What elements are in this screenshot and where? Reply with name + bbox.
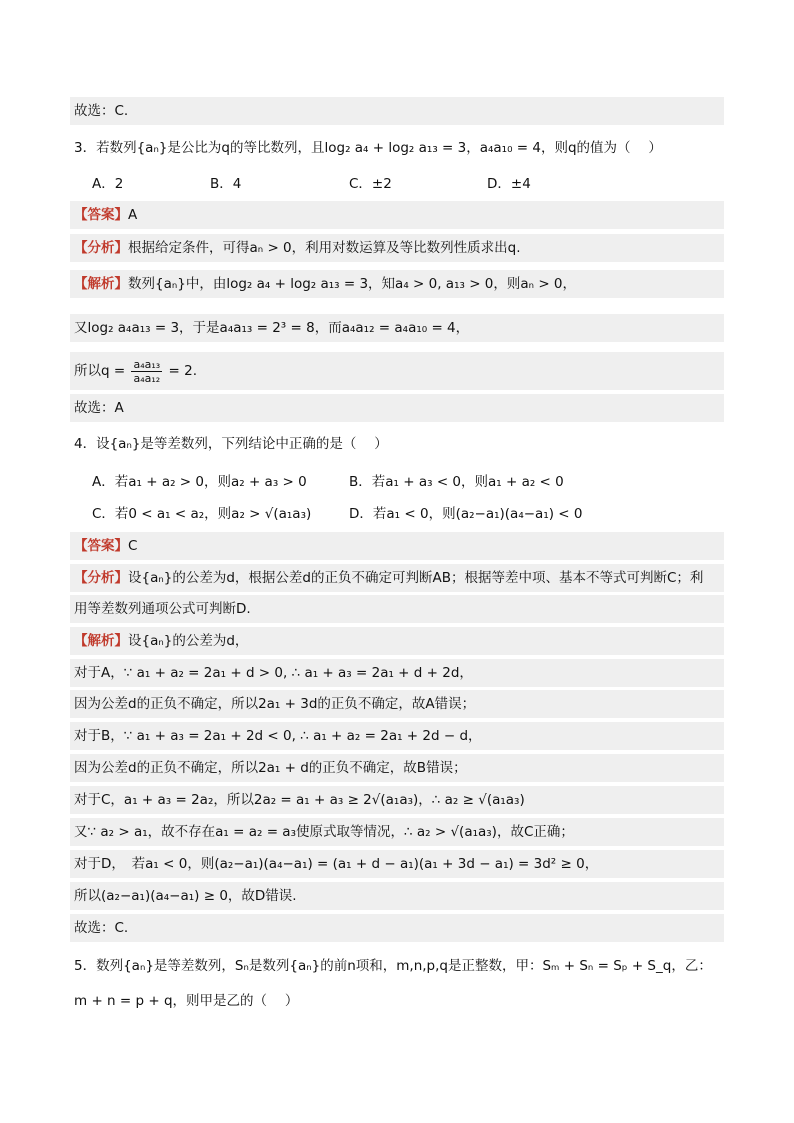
q3-option-a: A．2 — [92, 176, 124, 192]
q4-stem — [70, 430, 724, 458]
q4-answer — [70, 532, 724, 560]
q4-analysis-1 — [70, 564, 724, 592]
q3-solution-3 — [70, 352, 724, 390]
solution-text: 又∵ a₂ > a₁，故不存在a₁ = a₂ = a₃使原式取等情况，∴ a₂ > √(a₁a₃)，故C正确； — [74, 824, 574, 840]
q4-solution-7 — [70, 818, 724, 846]
q5-stem-2 — [70, 987, 724, 1015]
analysis-text: 根据给定条件，可得aₙ > 0，利用对数运算及等比数列性质求出q. — [128, 240, 521, 256]
q4-analysis-2 — [70, 595, 724, 623]
solution-text: 因为公差d的正负不确定，所以2a₁ + d的正负不确定，故B错误； — [74, 760, 467, 776]
solution-text: 对于C，a₁ + a₃ = 2a₂，所以2a₂ = a₁ + a₃ ≥ 2√(a₁a₃)，∴ a₂ ≥ √(a₁a₃) — [74, 792, 525, 808]
question-text: 5．数列{aₙ}是等差数列，Sₙ是数列{aₙ}的前n项和，m,n,p,q是正整数，甲：Sₘ + Sₙ = Sₚ + S_q，乙： — [74, 958, 712, 974]
q4-solution-4 — [70, 722, 724, 750]
solution-tag: 【解析】 — [74, 633, 128, 649]
solution-text: 对于A，∵ a₁ + a₂ = 2a₁ + d > 0, ∴ a₁ + a₃ = 2a₁ + d + 2d， — [74, 665, 473, 681]
q5-stem-1 — [70, 952, 724, 980]
q3-answer — [70, 201, 724, 229]
q4-solution-8 — [70, 850, 724, 878]
q4-option-c: C．若0 < a₁ < a₂，则a₂ > √(a₁a₃) — [92, 506, 312, 522]
q4-solution-3 — [70, 690, 724, 718]
analysis-tag: 【分析】 — [74, 570, 128, 586]
q4-option-b: B．若a₁ + a₃ < 0，则a₁ + a₂ < 0 — [349, 474, 564, 490]
question-text: 4．设{aₙ}是等差数列，下列结论中正确的是（ ） — [74, 436, 388, 452]
analysis-tag: 【分析】 — [74, 240, 128, 256]
q4-solution-1 — [70, 627, 724, 655]
q3-option-b: B．4 — [210, 176, 242, 192]
fraction-denominator: a₄a₁₂ — [133, 371, 161, 385]
q4-option-a: A．若a₁ + a₂ > 0，则a₂ + a₃ > 0 — [92, 474, 307, 490]
q3-conclusion — [70, 394, 724, 422]
conclusion-text: 故选：A — [74, 400, 124, 416]
q3-analysis — [70, 234, 724, 262]
q3-option-c: C．±2 — [349, 176, 392, 192]
solution-text: 设{aₙ}的公差为d， — [128, 633, 249, 649]
q2-conclusion — [70, 97, 724, 125]
fraction — [131, 358, 162, 385]
solution-text: 又log₂ a₄a₁₃ = 3，于是a₄a₁₃ = 2³ = 8，而a₄a₁₂ = a₄a₁₀ = 4， — [74, 320, 470, 336]
q4-solution-5 — [70, 754, 724, 782]
q3-stem — [70, 134, 724, 162]
answer-tag: 【答案】 — [74, 207, 128, 223]
q4-solution-9 — [70, 882, 724, 910]
question-text: m + n = p + q，则甲是乙的（ ） — [74, 993, 299, 1009]
fraction-numerator: a₄a₁₃ — [133, 357, 161, 371]
q4-conclusion — [70, 914, 724, 942]
solution-text: 所以(a₂−a₁)(a₄−a₁) ≥ 0，故D错误. — [74, 888, 297, 904]
analysis-text: 设{aₙ}的公差为d，根据公差d的正负不确定可判断AB；根据等差中项、基本不等式可判断C；利 — [128, 570, 704, 586]
q4-solution-6 — [70, 786, 724, 814]
q3-option-d: D．±4 — [487, 176, 531, 192]
formula-prefix: 所以q = — [74, 363, 126, 379]
answer-text: C — [128, 538, 138, 554]
solution-text: 因为公差d的正负不确定，所以2a₁ + 3d的正负不确定，故A错误； — [74, 696, 476, 712]
q4-option-d: D．若a₁ < 0，则(a₂−a₁)(a₄−a₁) < 0 — [349, 506, 583, 522]
answer-tag: 【答案】 — [74, 538, 128, 554]
conclusion-text: 故选：C. — [74, 920, 129, 936]
formula-suffix: = 2. — [168, 363, 197, 379]
q3-solution-1 — [70, 270, 724, 298]
q4-solution-2 — [70, 659, 724, 687]
solution-tag: 【解析】 — [74, 276, 128, 292]
question-text: 3．若数列{aₙ}是公比为q的等比数列，且log₂ a₄ + log₂ a₁₃ = 3，a₄a₁₀ = 4，则q的值为（ ） — [74, 140, 662, 156]
solution-text: 对于D， 若a₁ < 0，则(a₂−a₁)(a₄−a₁) = (a₁ + d − a₁)(a₁ + 3d − a₁) = 3d² ≥ 0， — [74, 856, 599, 872]
conclusion-text: 故选：C. — [74, 103, 129, 119]
analysis-text: 用等差数列通项公式可判断D. — [74, 601, 251, 617]
solution-text: 对于B，∵ a₁ + a₃ = 2a₁ + 2d < 0, ∴ a₁ + a₂ = 2a₁ + 2d − d， — [74, 728, 482, 744]
q3-solution-2 — [70, 314, 724, 342]
answer-text: A — [128, 207, 138, 223]
solution-text: 数列{aₙ}中，由log₂ a₄ + log₂ a₁₃ = 3，知a₄ > 0, a₁₃ > 0，则aₙ > 0， — [128, 276, 577, 292]
